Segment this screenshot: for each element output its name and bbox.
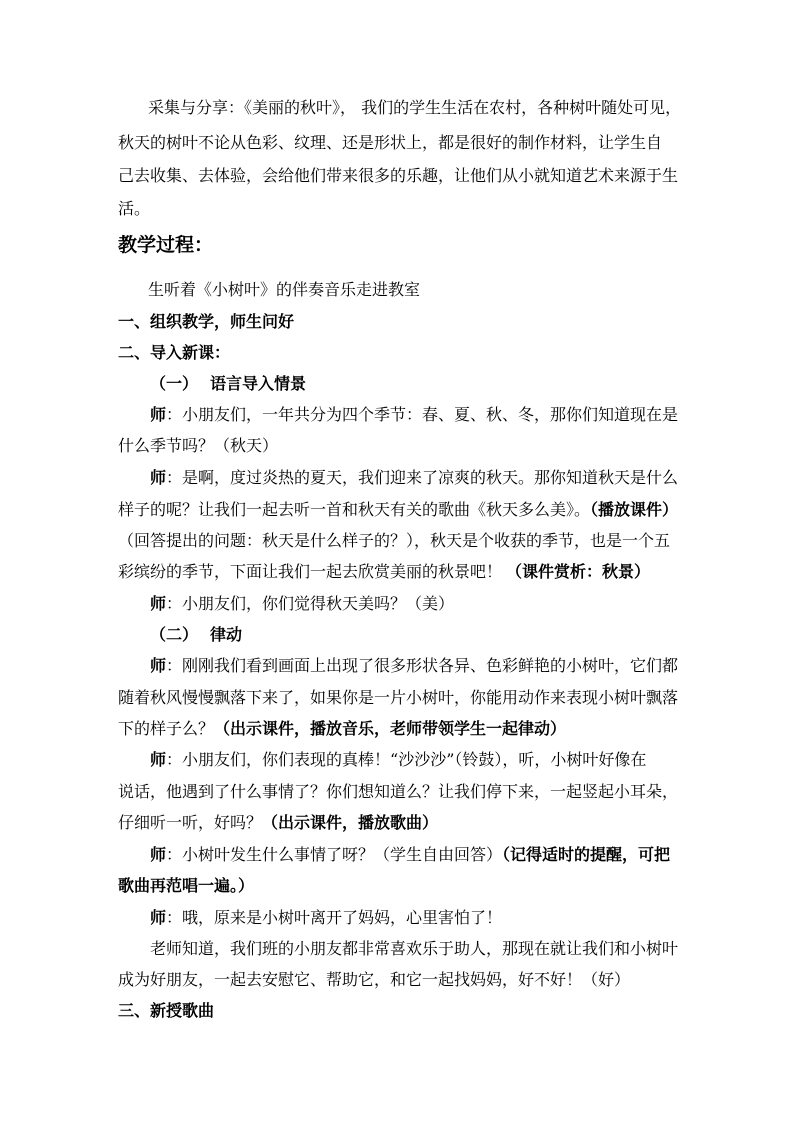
stage-direction: （播放课件） — [590, 500, 679, 519]
dialogue-line — [118, 719, 566, 739]
dialogue-text: ：小朋友们，一年共分为四个季节：春、夏、秋、冬，那你们知道现在是 — [166, 405, 679, 424]
subsection-label: 律动 — [210, 625, 243, 644]
section-heading: 教学过程： — [118, 234, 214, 256]
speaker-label: 师 — [150, 656, 167, 675]
dialogue-text: ：刚刚我们看到画面上出现了很多形状各异、色彩鲜艳的小树叶，它们都 — [166, 656, 679, 675]
dialogue-text: ：小树叶发生什么事情了呀？（学生自由回答） — [166, 845, 503, 864]
dialogue-text: ：是啊，度过炎热的夏天，我们迎来了凉爽的秋天。那你知道秋天是什么 — [166, 468, 679, 487]
speaker-label: 师 — [150, 908, 167, 927]
dialogue-line: 说话，他遇到了什么事情了？你们想知道么？让我们停下来，一起竖起小耳朵， — [118, 782, 679, 801]
dialogue-text: 下的样子么？ — [118, 719, 215, 738]
dialogue-line: 什么季节吗？（秋天） — [118, 436, 279, 455]
dialogue-line — [150, 908, 502, 928]
dialogue-text: 彩缤纷的季节，下面让我们一起去欣赏美丽的秋景吧！ — [118, 562, 503, 581]
stage-direction: （出示课件，播放歌曲） — [262, 813, 439, 832]
dialogue-text: 仔细听一听，好吗？ — [118, 813, 263, 832]
speaker-label: 师 — [150, 405, 167, 424]
paragraph-line: 成为好朋友，一起去安慰它、帮助它，和它一起找妈妈，好不好！（好） — [118, 970, 631, 989]
subsection-number: （二） — [150, 625, 199, 644]
dialogue-line: 随着秋风慢慢飘落下来了，如果你是一片小树叶，你能用动作来表现小树叶飘落 — [118, 688, 679, 707]
section-title: 二、导入新课： — [118, 343, 231, 362]
dialogue-line — [118, 813, 438, 833]
subsection-title — [150, 625, 242, 645]
paragraph-line: 秋天的树叶不论从色彩、纹理、还是形状上，都是很好的制作材料，让学生自 — [118, 133, 663, 152]
dialogue-text: ：小朋友们，你们觉得秋天美吗？（美） — [166, 594, 455, 613]
dialogue-line — [150, 656, 678, 676]
dialogue-line — [150, 845, 670, 865]
dialogue-text: 样子的呢？让我们一起去听一首和秋天有关的歌曲《秋天多么美》。 — [118, 500, 591, 519]
paragraph-line: 生听着《小树叶》的伴奏音乐走进教室 — [148, 280, 421, 299]
subsection-title — [150, 374, 306, 394]
dialogue-line — [118, 562, 650, 582]
paragraph-line: 活。 — [118, 199, 151, 218]
stage-direction: 歌曲再范唱一遍。） — [118, 876, 255, 895]
subsection-label: 语言导入情景 — [210, 374, 307, 393]
dialogue-line — [150, 468, 678, 488]
stage-direction: （课件赏析：秋景） — [506, 562, 651, 581]
section-title: 一、组织教学，师生问好 — [118, 312, 295, 331]
dialogue-line: （回答提出的问题：秋天是什么样子的？），秋天是个收获的季节，也是一个五 — [118, 531, 671, 550]
dialogue-line — [150, 405, 678, 425]
stage-direction: （记得适时的提醒，可把 — [502, 845, 671, 864]
dialogue-line — [118, 500, 678, 520]
section-title: 三、新授歌曲 — [118, 1001, 215, 1020]
speaker-label: 师 — [150, 594, 167, 613]
paragraph-line: 己去收集、去体验，会给他们带来很多的乐趣，让他们从小就知道艺术来源于生 — [118, 166, 679, 185]
speaker-label: 师 — [150, 845, 167, 864]
speaker-label: 师 — [150, 468, 167, 487]
subsection-number: （一） — [150, 374, 199, 393]
paragraph-line: 老师知道，我们班的小朋友都非常喜欢乐于助人，那现在就让我们和小树叶 — [150, 939, 679, 958]
dialogue-line — [150, 594, 454, 614]
speaker-label: 师 — [150, 750, 167, 769]
paragraph-line: 采集与分享：《美丽的秋叶》， 我们的学生生活在农村，各种树叶随处可见， — [148, 98, 682, 117]
dialogue-text: ：哦，原来是小树叶离开了妈妈，心里害怕了！ — [166, 908, 503, 927]
dialogue-line — [150, 750, 646, 770]
stage-direction: （出示课件，播放音乐，老师带领学生一起律动） — [214, 719, 567, 738]
dialogue-text: ：小朋友们，你们表现的真棒！“沙沙沙”（铃鼓），听，小树叶好像在 — [166, 750, 647, 769]
